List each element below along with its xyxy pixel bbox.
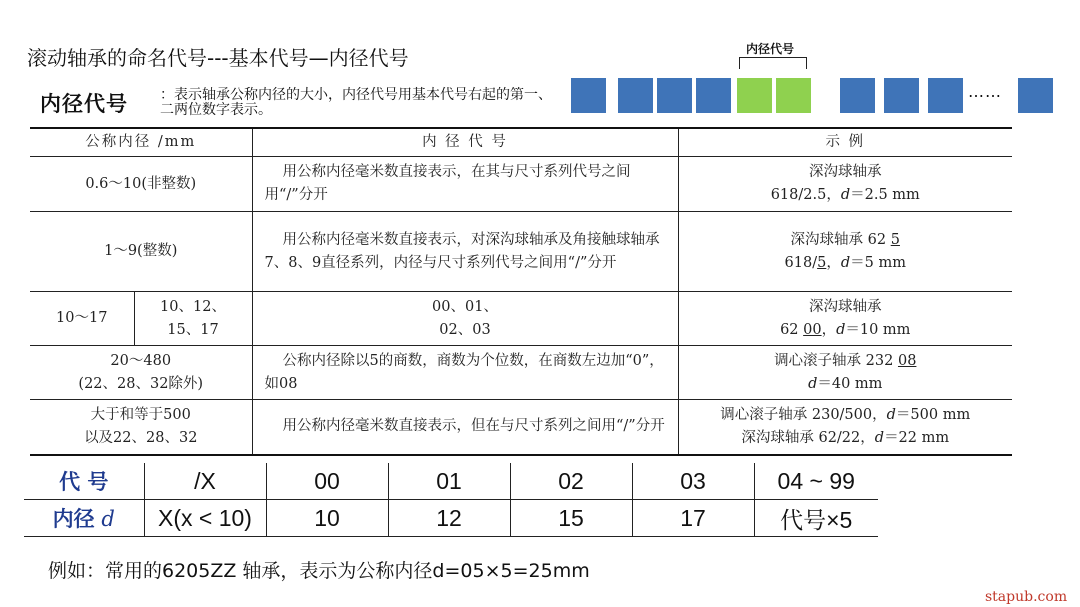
diameter-cell: 大于和等于500 以及22、28、32 xyxy=(30,400,252,455)
reference-table xyxy=(30,127,1012,456)
example-cell: 深沟球轴承 62 00，d＝10 mm xyxy=(678,292,1012,346)
code-row xyxy=(24,463,878,500)
diameter-cell: 17 xyxy=(632,500,754,537)
diameter-cell: 20～480 (22、28、32除外) xyxy=(30,346,252,400)
diameter-row-label: 内径 d xyxy=(24,500,144,537)
header-example: 示 例 xyxy=(678,128,1012,157)
code-cell: 用公称内径毫米数直接表示，对深沟球轴承及角接触球轴承7、8、9直径系列，内径与尺寸系列代号之间用“/”分开 xyxy=(252,212,678,292)
code-cell: 03 xyxy=(632,463,754,500)
diameter-cell: 15 xyxy=(510,500,632,537)
code-cell: 02 xyxy=(510,463,632,500)
diameter-cell: 0.6～10(非整数) xyxy=(30,157,252,212)
diameter-cell: 10 xyxy=(266,500,388,537)
code-summary-table xyxy=(24,463,878,537)
example-cell: 深沟球轴承 62 5 618/5，d＝5 mm xyxy=(678,212,1012,292)
code-cell: 用公称内径毫米数直接表示，但在与尺寸系列之间用“/”分开 xyxy=(252,400,678,455)
code-row-label: 代 号 xyxy=(24,463,144,500)
code-cell: 公称内径除以5的商数，商数为个位数，在商数左边加“0”，如08 xyxy=(252,346,678,400)
code-block xyxy=(571,78,606,113)
callout-bracket xyxy=(739,57,807,69)
code-block xyxy=(884,78,919,113)
code-cell: /X xyxy=(144,463,266,500)
table-header-row xyxy=(30,128,1012,157)
example-cell: 调心滚子轴承 232 08 d＝40 mm xyxy=(678,346,1012,400)
code-cell: 04 ~ 99 xyxy=(754,463,878,500)
diameter-cell: 代号×5 xyxy=(754,500,878,537)
table-row xyxy=(30,212,1012,292)
diameter-subvalues-cell: 10、12、 15、17 xyxy=(134,292,252,346)
code-block xyxy=(657,78,692,113)
code-block-highlight xyxy=(776,78,811,113)
example-cell: 调心滚子轴承 230/500，d＝500 mm 深沟球轴承 62/22，d＝22 mm xyxy=(678,400,1012,455)
section-description: ：表示轴承公称内径的大小，内径代号用基本代号右起的第一、二两位数字表示。 xyxy=(160,87,552,118)
watermark: stapub.com xyxy=(985,589,1068,605)
table-row xyxy=(30,157,1012,212)
code-block-highlight xyxy=(737,78,772,113)
code-block xyxy=(928,78,963,113)
section-heading: 内径代号 xyxy=(40,92,128,116)
code-block xyxy=(840,78,875,113)
diameter-cell: 1～9(整数) xyxy=(30,212,252,292)
table-row xyxy=(30,346,1012,400)
code-block xyxy=(618,78,653,113)
header-code: 内 径 代 号 xyxy=(252,128,678,157)
code-cell: 01 xyxy=(388,463,510,500)
code-block xyxy=(696,78,731,113)
diameter-cell: X(x < 10) xyxy=(144,500,266,537)
code-cell: 00、01、 02、03 xyxy=(252,292,678,346)
code-cell: 00 xyxy=(266,463,388,500)
code-block xyxy=(1018,78,1053,113)
example-text: 例如：常用的6205ZZ 轴承，表示为公称内径d=05×5=25mm xyxy=(48,560,590,582)
table-row xyxy=(30,400,1012,455)
header-diameter: 公称内径 /mm xyxy=(30,128,252,157)
callout-label: 内径代号 xyxy=(746,42,795,56)
diameter-cell: 10～17 xyxy=(30,292,134,346)
diameter-row xyxy=(24,500,878,537)
table-row xyxy=(30,292,1012,346)
page-title: 滚动轴承的命名代号---基本代号—内径代号 xyxy=(27,46,409,70)
ellipsis: …… xyxy=(968,82,1002,101)
diameter-cell: 12 xyxy=(388,500,510,537)
example-cell: 深沟球轴承 618/2.5，d＝2.5 mm xyxy=(678,157,1012,212)
code-cell: 用公称内径毫米数直接表示，在其与尺寸系列代号之间用“/”分开 xyxy=(252,157,678,212)
